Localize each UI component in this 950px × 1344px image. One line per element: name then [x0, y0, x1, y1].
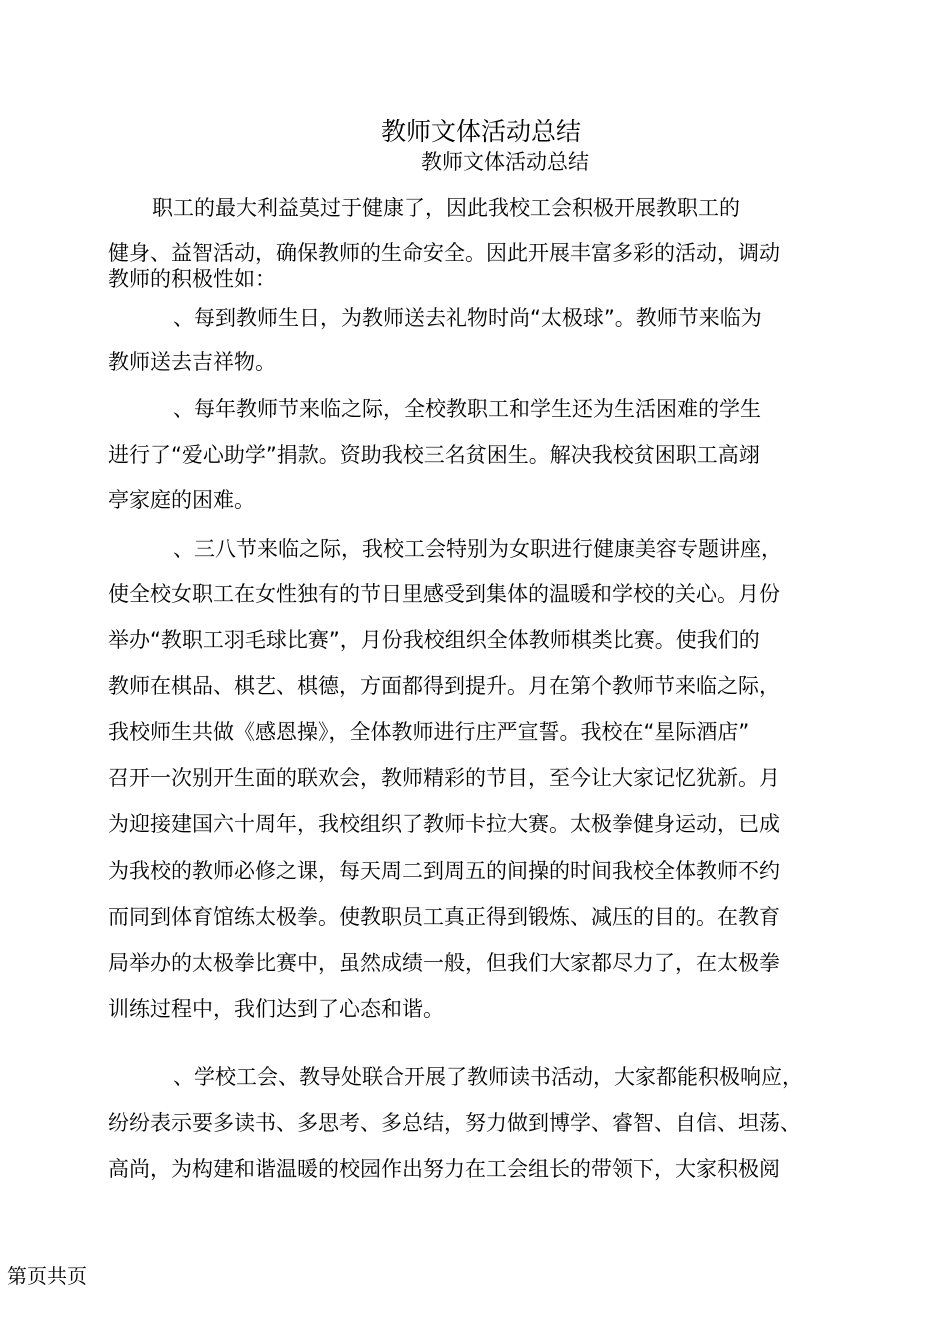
paragraph-line: 健身、益智活动，确保教师的生命安全。因此开展丰富多彩的活动，调动: [108, 241, 780, 265]
paragraph-line: 、每到教师生日，为教师送去礼物时尚“太极球”。教师节来临为: [173, 306, 762, 330]
paragraph-line: 举办“教职工羽毛球比赛”，月份我校组织全体教师棋类比赛。使我们的: [108, 628, 760, 652]
paragraph-line: 训练过程中，我们达到了心态和谐。: [108, 997, 444, 1021]
paragraph-line: 、学校工会、教导处联合开展了教师读书活动，大家都能积极响应，: [173, 1065, 803, 1089]
paragraph-line: 为我校的教师必修之课，每天周二到周五的间操的时间我校全体教师不约: [108, 859, 780, 883]
paragraph-line: 使全校女职工在女性独有的节日里感受到集体的温暖和学校的关心。月份: [108, 582, 780, 606]
page-number-footer: 第页共页: [7, 1264, 87, 1288]
paragraph-line: 亭家庭的困难。: [108, 488, 255, 512]
document-subtitle: 教师文体活动总结: [421, 150, 589, 174]
paragraph-line: 我校师生共做《感恩操》，全体教师进行庄严宣誓。我校在“星际酒店”: [108, 720, 750, 744]
paragraph-line: 教师的积极性如：: [108, 267, 276, 291]
paragraph-line: 进行了“爱心助学”捐款。资助我校三名贫困生。解决我校贫困职工高翊: [108, 443, 760, 467]
paragraph-line: 职工的最大利益莫过于健康了，因此我校工会积极开展教职工的: [152, 196, 740, 220]
paragraph-line: 而同到体育馆练太极拳。使教职员工真正得到锻炼、减压的目的。在教育: [108, 905, 780, 929]
paragraph-line: 、三八节来临之际，我校工会特别为女职进行健康美容专题讲座，: [173, 537, 782, 561]
paragraph-line: 局举办的太极拳比赛中，虽然成绩一般，但我们大家都尽力了，在太极拳: [108, 951, 780, 975]
paragraph-line: 、每年教师节来临之际，全校教职工和学生还为生活困难的学生: [173, 397, 761, 421]
paragraph-line: 为迎接建国六十周年，我校组织了教师卡拉大赛。太极拳健身运动，已成: [108, 812, 780, 836]
paragraph-line: 教师在棋品、棋艺、棋德，方面都得到提升。月在第个教师节来临之际，: [108, 674, 780, 698]
paragraph-line: 高尚，为构建和谐温暖的校园作出努力在工会组长的带领下，大家积极阅: [108, 1157, 780, 1181]
paragraph-line: 教师送去吉祥物。: [108, 350, 276, 374]
paragraph-line: 纷纷表示要多读书、多思考、多总结，努力做到博学、睿智、自信、坦荡、: [108, 1111, 801, 1135]
document-title: 教师文体活动总结: [380, 117, 581, 146]
paragraph-line: 召开一次别开生面的联欢会，教师精彩的节目，至今让大家记忆犹新。月: [108, 766, 780, 790]
